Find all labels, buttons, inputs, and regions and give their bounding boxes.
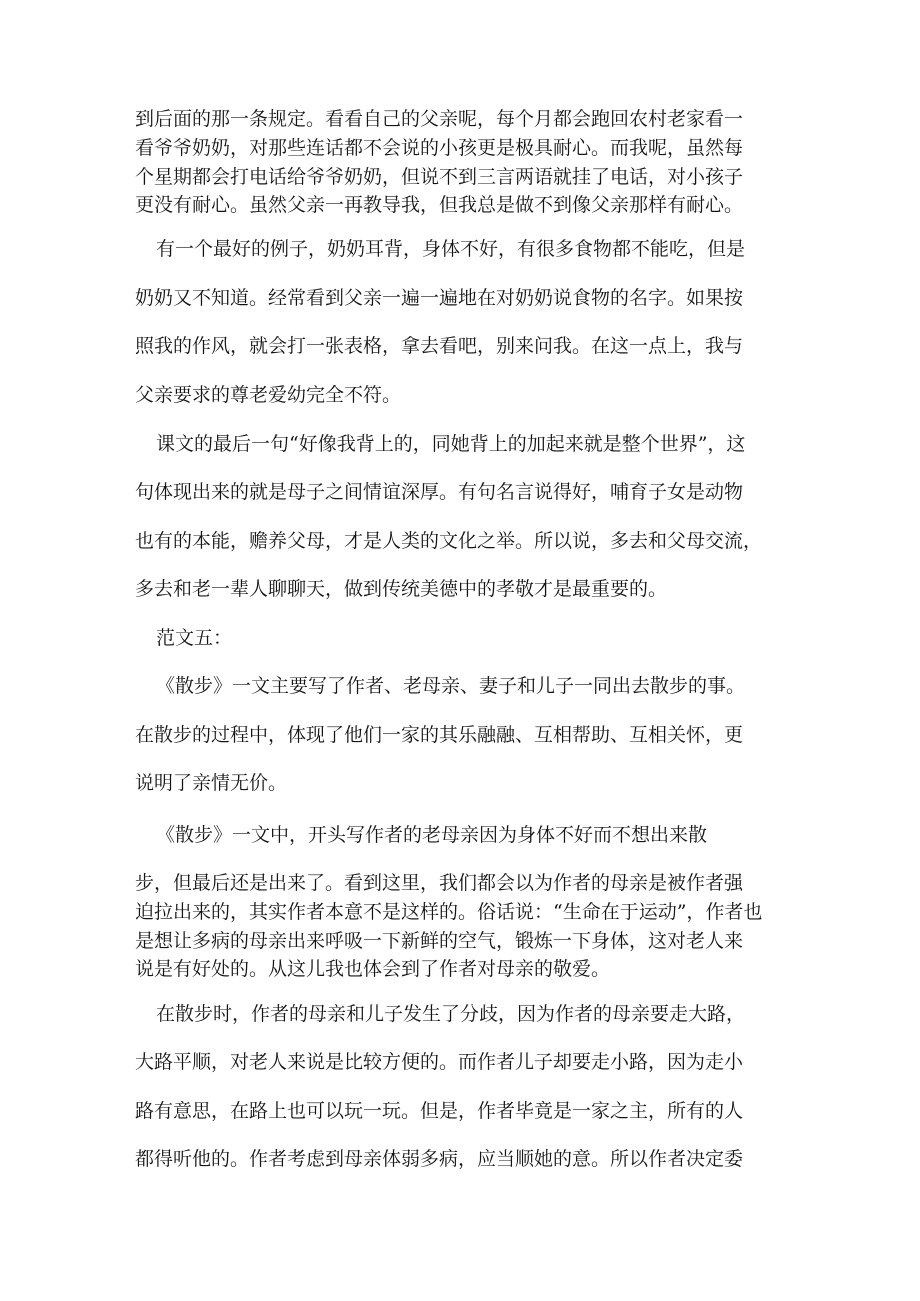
text-line: 步，但最后还是出来了。看到这里，我们都会以为作者的母亲是被作者强 <box>135 872 744 894</box>
text-line: 多去和老一辈人聊聊天，做到传统美德中的孝敬才是最重要的。 <box>135 578 668 600</box>
text-line: 路有意思，在路上也可以玩一玩。但是，作者毕竟是一家之主，所有的人 <box>135 1100 744 1122</box>
text-line: 《散步》一文中，开头写作者的老母亲因为身体不好而不想出来散 <box>156 824 708 846</box>
text-line: 课文的最后一句“好像我背上的，同她背上的加起来就是整个世界”，这 <box>156 433 746 455</box>
text-line: 个星期都会打电话给爷爷奶奶，但说不到三言两语就挂了电话，对小孩子 <box>135 166 744 188</box>
text-line: 说明了亲情无价。 <box>135 772 288 794</box>
text-line: 是想让多病的母亲出来呼吸一下新鲜的空气，锻炼一下身体，这对老人来 <box>135 930 744 952</box>
text-line: 看爷爷奶奶，对那些连话都不会说的小孩更是极具耐心。而我呢，虽然每 <box>135 137 744 159</box>
text-line: 奶奶又不知道。经常看到父亲一遍一遍地在对奶奶说食物的名字。如果按 <box>135 287 744 309</box>
section-heading: 范文五： <box>156 627 233 649</box>
text-line: 更没有耐心。虽然父亲一再教导我，但我总是做不到像父亲那样有耐心。 <box>135 194 744 216</box>
text-line: 在散步时，作者的母亲和儿子发生了分歧，因为作者的母亲要走大路， <box>156 1003 746 1025</box>
text-line: 都得听他的。作者考虑到母亲体弱多病，应当顺她的意。所以作者决定委 <box>135 1148 744 1170</box>
text-line: 《散步》一文主要写了作者、老母亲、妻子和儿子一同出去散步的事。 <box>156 675 746 697</box>
text-line: 迫拉出来的，其实作者本意不是这样的。俗话说：“生命在于运动”，作者也 <box>135 901 763 923</box>
text-line: 到后面的那一条规定。看看自己的父亲呢，每个月都会跑回农村老家看一 <box>135 108 744 130</box>
text-line: 句体现出来的就是母子之间情谊深厚。有句名言说得好，哺育子女是动物 <box>135 481 744 503</box>
text-line: 也有的本能，赡养父母，才是人类的文化之举。所以说，多去和父母交流， <box>135 530 763 552</box>
text-line: 有一个最好的例子，奶奶耳背，身体不好，有很多食物都不能吃，但是 <box>156 238 746 260</box>
text-line: 父亲要求的尊老爱幼完全不符。 <box>135 384 402 406</box>
text-line: 说是有好处的。从这儿我也体会到了作者对母亲的敬爱。 <box>135 958 611 980</box>
text-line: 大路平顺，对老人来说是比较方便的。而作者儿子却要走小路，因为走小 <box>135 1051 744 1073</box>
text-line: 照我的作风，就会打一张表格，拿去看吧，别来问我。在这一点上，我与 <box>135 335 744 357</box>
text-line: 在散步的过程中，体现了他们一家的其乐融融、互相帮助、互相关怀，更 <box>135 724 744 746</box>
